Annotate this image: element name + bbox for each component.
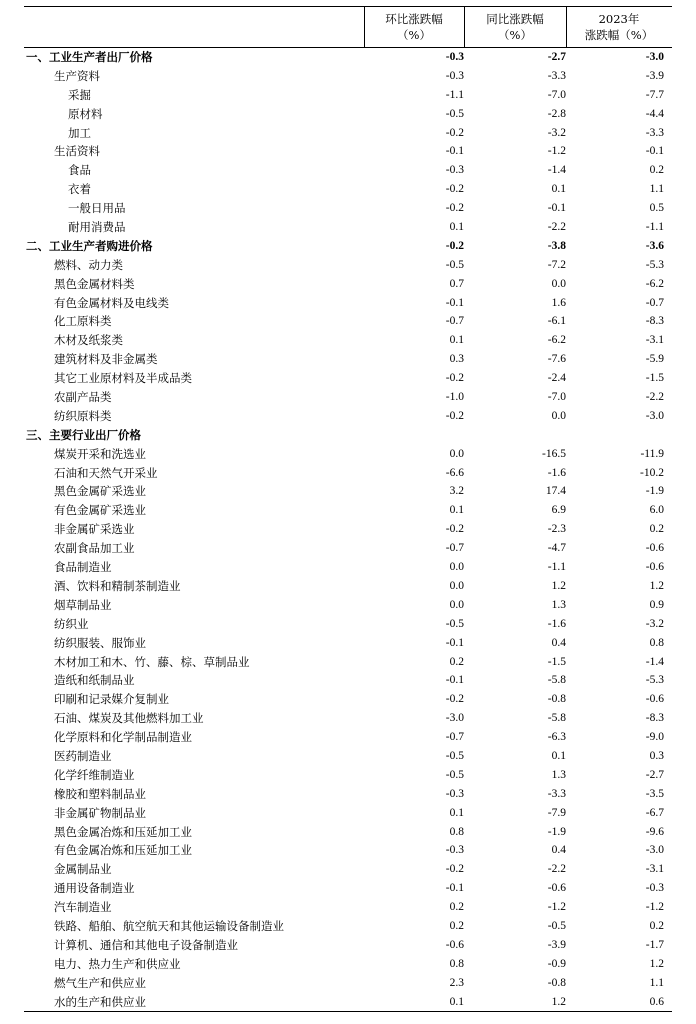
row-label: 一、工业生产者出厂价格 [26, 50, 153, 64]
table-row [24, 974, 672, 993]
yoy-value: -2.3 [547, 523, 566, 536]
yoy-value: -7.6 [547, 353, 566, 366]
yoy-value: -6.1 [547, 315, 566, 328]
row-label: 食品制造业 [54, 560, 112, 575]
mom-value: 0.3 [449, 353, 464, 366]
mom-value: 0.7 [449, 277, 464, 290]
ytd-value: -8.3 [645, 315, 664, 328]
table-row [24, 634, 672, 653]
row-label: 采掘 [68, 87, 91, 102]
ytd-value: -11.9 [640, 447, 664, 460]
row-label: 生活资料 [54, 144, 100, 159]
ytd-value: -1.5 [645, 372, 664, 385]
yoy-value: -16.5 [542, 447, 566, 460]
header-yoy [464, 7, 566, 47]
mom-value: -0.3 [445, 787, 464, 800]
table-row [24, 426, 672, 445]
table-row [24, 105, 672, 124]
ytd-value: 0.5 [649, 202, 664, 215]
ytd-value: 1.1 [649, 976, 664, 989]
header-ytd [566, 7, 672, 47]
row-label: 一般日用品 [68, 201, 126, 216]
table-row [24, 67, 672, 86]
yoy-value: -3.2 [547, 126, 566, 139]
mom-value: -0.1 [445, 882, 464, 895]
mom-value: 2.3 [449, 976, 464, 989]
row-label: 有色金属冶炼和压延加工业 [54, 843, 192, 858]
mom-value: -0.5 [445, 107, 464, 120]
ytd-value: -5.3 [645, 674, 664, 687]
yoy-value: -5.8 [547, 712, 566, 725]
table-row [24, 615, 672, 634]
yoy-value: 1.6 [551, 296, 566, 309]
row-label: 加工 [68, 125, 91, 140]
mom-value: -0.7 [445, 315, 464, 328]
mom-value: -0.1 [445, 145, 464, 158]
row-label: 化学原料和化学制品制造业 [54, 730, 192, 745]
yoy-value: -7.9 [547, 806, 566, 819]
table-row [24, 596, 672, 615]
row-label: 电力、热力生产和供应业 [54, 956, 181, 971]
table-row [24, 558, 672, 577]
ytd-value: -5.3 [645, 258, 664, 271]
table-row [24, 237, 672, 256]
header-ytd-title: 2023年 [598, 12, 640, 26]
table-row [24, 690, 672, 709]
row-label: 黑色金属矿采选业 [54, 484, 146, 499]
yoy-value: -3.3 [547, 787, 566, 800]
mom-value: -0.1 [445, 296, 464, 309]
table-row [24, 936, 672, 955]
row-label: 化工原料类 [54, 314, 112, 329]
yoy-value: 0.4 [551, 636, 566, 649]
ytd-value: 0.3 [649, 749, 664, 762]
row-label: 有色金属材料及电线类 [54, 295, 169, 310]
table-row [24, 388, 672, 407]
mom-value: -0.6 [445, 938, 464, 951]
yoy-value: -1.9 [547, 825, 566, 838]
mom-value: -1.0 [445, 391, 464, 404]
row-label: 三、主要行业出厂价格 [26, 427, 141, 442]
ytd-value: -3.0 [645, 51, 664, 63]
mom-value: -1.1 [445, 88, 464, 101]
mom-value: 0.2 [449, 919, 464, 932]
price-table [24, 6, 672, 1012]
yoy-value: -0.8 [547, 976, 566, 989]
yoy-value: -0.6 [547, 882, 566, 895]
yoy-value: 0.4 [551, 844, 566, 857]
ytd-value: -2.7 [645, 768, 664, 781]
yoy-value: -2.2 [547, 221, 566, 234]
yoy-value: -2.2 [547, 863, 566, 876]
ytd-value: -3.3 [645, 126, 664, 139]
table-row [24, 256, 672, 275]
row-label: 酒、饮料和精制茶制造业 [54, 578, 181, 593]
table-row [24, 747, 672, 766]
yoy-value: -1.6 [547, 466, 566, 479]
ytd-value: -2.2 [645, 391, 664, 404]
ytd-value: 0.2 [649, 523, 664, 536]
table-row [24, 539, 672, 558]
ytd-value: 6.0 [649, 504, 664, 517]
table-row [24, 124, 672, 143]
table-row [24, 180, 672, 199]
table-row [24, 464, 672, 483]
row-label: 其它工业原材料及半成品类 [54, 371, 192, 386]
mom-value: -0.1 [445, 674, 464, 687]
ytd-value: 1.2 [649, 957, 664, 970]
row-label: 石油、煤炭及其他燃料加工业 [54, 711, 204, 726]
yoy-value: -2.4 [547, 372, 566, 385]
table-row [24, 804, 672, 823]
mom-value: -0.2 [445, 409, 464, 422]
yoy-value: -1.4 [547, 164, 566, 177]
yoy-value: -6.2 [547, 334, 566, 347]
yoy-value: -0.9 [547, 957, 566, 970]
table-row [24, 312, 672, 331]
ytd-value: -8.3 [645, 712, 664, 725]
ytd-value: -1.1 [645, 221, 664, 234]
row-label: 生产资料 [54, 68, 100, 83]
ytd-value: -5.9 [645, 353, 664, 366]
yoy-value: -7.0 [547, 88, 566, 101]
yoy-value: 6.9 [551, 504, 566, 517]
mom-value: 0.0 [449, 598, 464, 611]
table-row [24, 161, 672, 180]
header-mom-unit: （%） [397, 28, 431, 42]
row-label: 纺织业 [54, 616, 89, 631]
yoy-value: -6.3 [547, 731, 566, 744]
yoy-value: -0.8 [547, 693, 566, 706]
row-label: 非金属矿物制品业 [54, 805, 146, 820]
table-row [24, 86, 672, 105]
table-row [24, 898, 672, 917]
table-row [24, 860, 672, 879]
ytd-value: -10.2 [640, 466, 664, 479]
ytd-value: 0.8 [649, 636, 664, 649]
mom-value: -0.5 [445, 749, 464, 762]
yoy-value: -7.0 [547, 391, 566, 404]
row-label: 化学纤维制造业 [54, 767, 135, 782]
row-label: 耐用消费品 [68, 220, 126, 235]
mom-value: 3.2 [449, 485, 464, 498]
yoy-value: 0.0 [551, 409, 566, 422]
header-mom-title: 环比涨跌幅 [385, 12, 443, 26]
table-row [24, 331, 672, 350]
row-label: 印刷和记录媒介复制业 [54, 692, 169, 707]
table-row [24, 407, 672, 426]
ytd-value: -0.3 [645, 882, 664, 895]
row-label: 农副产品类 [54, 390, 112, 405]
mom-value: -0.2 [445, 693, 464, 706]
mom-value: -0.3 [445, 69, 464, 82]
table-row [24, 823, 672, 842]
yoy-value: -7.2 [547, 258, 566, 271]
row-label: 原材料 [68, 106, 103, 121]
yoy-value: -1.2 [547, 145, 566, 158]
mom-value: 0.2 [449, 901, 464, 914]
yoy-value: -3.3 [547, 69, 566, 82]
mom-value: -0.3 [445, 51, 464, 63]
row-label: 医药制造业 [54, 748, 112, 763]
mom-value: 0.2 [449, 655, 464, 668]
ytd-value: -3.0 [645, 409, 664, 422]
mom-value: -0.5 [445, 258, 464, 271]
ytd-value: -0.6 [645, 693, 664, 706]
ytd-value: -9.0 [645, 731, 664, 744]
row-label: 橡胶和塑料制品业 [54, 786, 146, 801]
table-row [24, 955, 672, 974]
table-row [24, 577, 672, 596]
mom-value: 0.1 [449, 334, 464, 347]
ytd-value: -1.7 [645, 938, 664, 951]
ytd-value: -3.5 [645, 787, 664, 800]
ytd-value: -6.7 [645, 806, 664, 819]
table-row [24, 142, 672, 161]
header-yoy-title: 同比涨跌幅 [486, 12, 544, 26]
yoy-value: -1.1 [547, 561, 566, 574]
table-row [24, 369, 672, 388]
table-row [24, 445, 672, 464]
row-label: 纺织原料类 [54, 408, 112, 423]
ytd-value: 0.2 [649, 164, 664, 177]
mom-value: 0.1 [449, 806, 464, 819]
row-label: 通用设备制造业 [54, 881, 135, 896]
mom-value: 0.0 [449, 579, 464, 592]
yoy-value: 0.1 [551, 183, 566, 196]
header-ytd-unit: 涨跌幅（%） [584, 28, 654, 42]
ytd-value: 0.6 [649, 995, 664, 1008]
row-label: 燃料、动力类 [54, 257, 123, 272]
mom-value: 0.1 [449, 221, 464, 234]
table-body [24, 48, 672, 1012]
table-row [24, 785, 672, 804]
row-label: 造纸和纸制品业 [54, 673, 135, 688]
row-label: 水的生产和供应业 [54, 994, 146, 1009]
yoy-value: 0.0 [551, 277, 566, 290]
yoy-value: -2.7 [547, 51, 566, 63]
mom-value: -0.7 [445, 731, 464, 744]
yoy-value: -3.8 [547, 239, 566, 252]
row-label: 石油和天然气开采业 [54, 465, 158, 480]
table-row [24, 671, 672, 690]
mom-value: -0.1 [445, 636, 464, 649]
ytd-value: 0.9 [649, 598, 664, 611]
mom-value: 0.8 [449, 825, 464, 838]
yoy-value: -4.7 [547, 542, 566, 555]
table-row [24, 48, 672, 67]
mom-value: 0.8 [449, 957, 464, 970]
table-row [24, 520, 672, 539]
ytd-value: -3.9 [645, 69, 664, 82]
row-label: 纺织服装、服饰业 [54, 635, 146, 650]
row-label: 黑色金属材料类 [54, 276, 135, 291]
mom-value: -0.5 [445, 617, 464, 630]
ytd-value: -0.7 [645, 296, 664, 309]
ytd-value: -9.6 [645, 825, 664, 838]
mom-value: -0.5 [445, 768, 464, 781]
mom-value: -0.7 [445, 542, 464, 555]
table-row [24, 275, 672, 294]
mom-value: -0.2 [445, 202, 464, 215]
header-mom [364, 7, 464, 47]
yoy-value: 1.2 [551, 579, 566, 592]
table-header [24, 6, 672, 48]
mom-value: 0.0 [449, 447, 464, 460]
yoy-value: -2.8 [547, 107, 566, 120]
yoy-value: 17.4 [545, 485, 566, 498]
ytd-value: -6.2 [645, 277, 664, 290]
row-label: 木材及纸浆类 [54, 333, 123, 348]
yoy-value: -5.8 [547, 674, 566, 687]
ytd-value: -3.2 [645, 617, 664, 630]
table-row [24, 653, 672, 672]
mom-value: -0.2 [445, 183, 464, 196]
yoy-value: -0.5 [547, 919, 566, 932]
mom-value: -0.2 [445, 372, 464, 385]
yoy-value: -1.6 [547, 617, 566, 630]
table-row [24, 350, 672, 369]
mom-value: -6.6 [445, 466, 464, 479]
mom-value: -0.3 [445, 164, 464, 177]
ytd-value: 1.1 [649, 183, 664, 196]
row-label: 烟草制品业 [54, 597, 112, 612]
ytd-value: -3.1 [645, 863, 664, 876]
table-row [24, 709, 672, 728]
row-label: 建筑材料及非金属类 [54, 352, 158, 367]
mom-value: 0.1 [449, 995, 464, 1008]
mom-value: -0.2 [445, 239, 464, 252]
table-row [24, 879, 672, 898]
header-yoy-unit: （%） [498, 28, 532, 42]
row-label: 汽车制造业 [54, 900, 112, 915]
table-row [24, 917, 672, 936]
table-row [24, 294, 672, 313]
row-label: 木材加工和木、竹、藤、棕、草制品业 [54, 654, 250, 669]
row-label: 二、工业生产者购进价格 [26, 238, 153, 253]
table-row [24, 766, 672, 785]
yoy-value: 1.3 [551, 768, 566, 781]
row-label: 农副食品加工业 [54, 541, 135, 556]
table-row [24, 482, 672, 501]
table-row [24, 728, 672, 747]
mom-value: -0.2 [445, 126, 464, 139]
table-row [24, 501, 672, 520]
ytd-value: -7.7 [645, 88, 664, 101]
ytd-value: -4.4 [645, 107, 664, 120]
table-row [24, 199, 672, 218]
ytd-value: -3.0 [645, 844, 664, 857]
ytd-value: -0.6 [645, 561, 664, 574]
row-label: 燃气生产和供应业 [54, 975, 146, 990]
ytd-value: -1.9 [645, 485, 664, 498]
mom-value: -3.0 [445, 712, 464, 725]
row-label: 非金属矿采选业 [54, 522, 135, 537]
yoy-value: -1.5 [547, 655, 566, 668]
row-label: 有色金属矿采选业 [54, 503, 146, 518]
row-label: 铁路、船舶、航空航天和其他运输设备制造业 [54, 918, 284, 933]
yoy-value: 0.1 [551, 749, 566, 762]
ytd-value: 0.2 [649, 919, 664, 932]
mom-value: -0.2 [445, 863, 464, 876]
table-row [24, 218, 672, 237]
yoy-value: 1.3 [551, 598, 566, 611]
yoy-value: -1.2 [547, 901, 566, 914]
mom-value: 0.0 [449, 561, 464, 574]
yoy-value: -0.1 [547, 202, 566, 215]
ytd-value: 1.2 [649, 579, 664, 592]
table-row [24, 993, 672, 1012]
ytd-value: -0.1 [645, 145, 664, 158]
yoy-value: -3.9 [547, 938, 566, 951]
mom-value: 0.1 [449, 504, 464, 517]
ytd-value: -1.4 [645, 655, 664, 668]
ytd-value: -3.1 [645, 334, 664, 347]
row-label: 食品 [68, 163, 91, 178]
row-label: 计算机、通信和其他电子设备制造业 [54, 937, 238, 952]
row-label: 煤炭开采和洗选业 [54, 446, 146, 461]
mom-value: -0.3 [445, 844, 464, 857]
table-row [24, 841, 672, 860]
mom-value: -0.2 [445, 523, 464, 536]
row-label: 黑色金属冶炼和压延加工业 [54, 824, 192, 839]
ytd-value: -3.6 [645, 239, 664, 252]
row-label: 衣着 [68, 182, 91, 197]
yoy-value: 1.2 [551, 995, 566, 1008]
ytd-value: -0.6 [645, 542, 664, 555]
ytd-value: -1.2 [645, 901, 664, 914]
row-label: 金属制品业 [54, 862, 112, 877]
